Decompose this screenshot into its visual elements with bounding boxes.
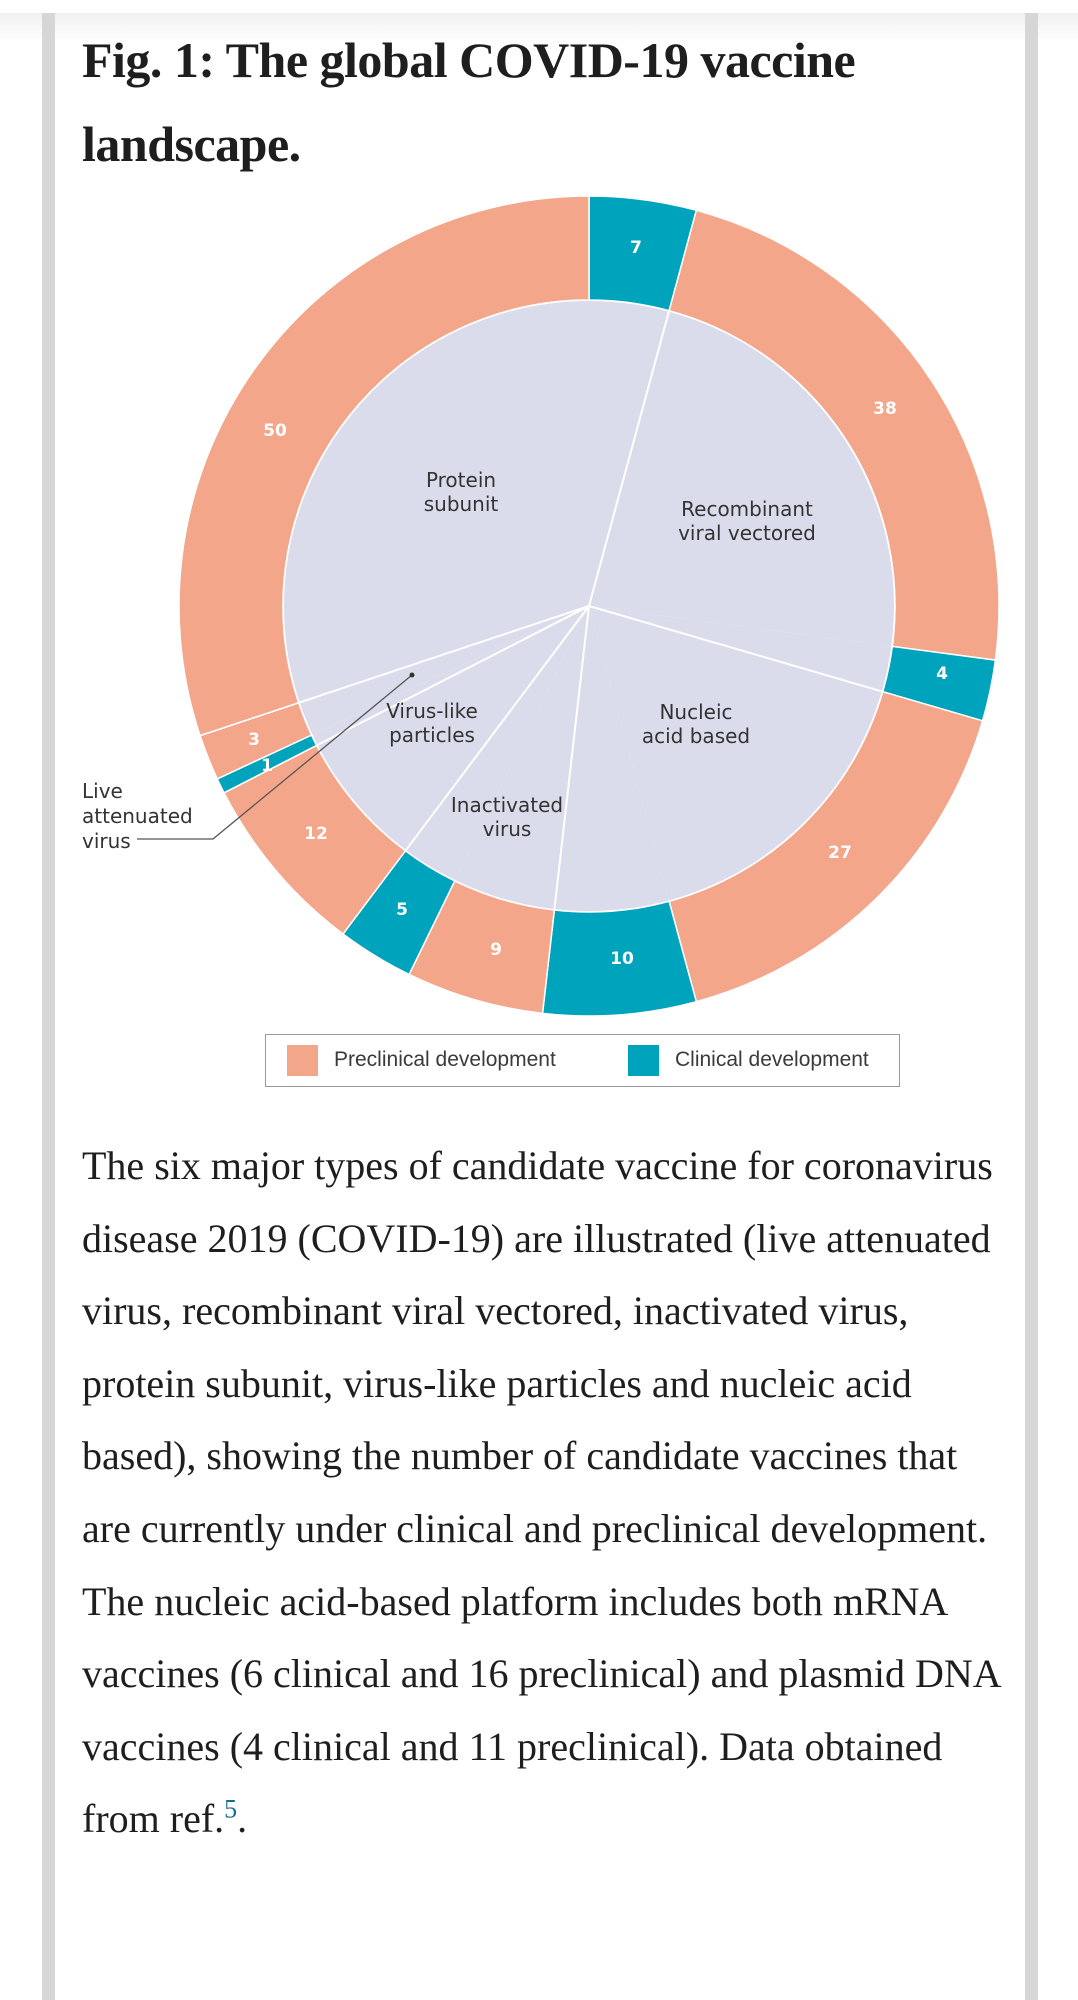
preclinical-swatch-icon [287, 1045, 318, 1076]
legend-label: Clinical development [675, 1048, 869, 1071]
segment-value-label: 3 [248, 730, 260, 750]
figure-caption [82, 1130, 1012, 1856]
reference-link[interactable]: 5 [224, 1795, 238, 1825]
legend-item-preclinical [287, 1035, 556, 1085]
legend-label: Preclinical development [334, 1048, 556, 1071]
caption-end: . [237, 1796, 248, 1842]
segment-value-label: 5 [396, 900, 408, 920]
inner-pie [283, 300, 895, 912]
legend [265, 1034, 900, 1087]
category-label: Inactivated virus [450, 793, 564, 841]
caption-text: The six major types of candidate vaccine for coronavirus disease 2019 (COVID-19) are illustrated (live attenuated virus, recombinant viral vectored, inactivated virus, protein subunit, virus-like particles and nucleic acid based), showing the number of candidate vaccines that are currently under clinical and preclinical development. The nucleic acid-based platform includes both mRNA vaccines (6 clinical and 16 preclinical) and plasmid DNA vaccines (4 clinical and 11 preclinical). Data obtained from ref. [82, 1143, 1000, 1842]
category-label: Nucleic acid based [641, 700, 751, 748]
figure-title: Fig. 1: The global COVID-19 vaccine landscape. [82, 32, 856, 172]
clinical-swatch-icon [628, 1045, 659, 1076]
segment-value-label: 10 [610, 949, 634, 969]
category-label: Virus-like particles [386, 699, 478, 747]
legend-item-clinical [628, 1035, 869, 1085]
segment-value-label: 7 [630, 238, 642, 258]
segment-value-label: 38 [873, 399, 897, 419]
category-label: Protein subunit [423, 468, 499, 516]
segment-value-label: 1 [261, 756, 273, 776]
live-attenuated-label: Live attenuated virus [82, 779, 193, 853]
segment-value-label: 50 [263, 421, 287, 441]
segment-value-label: 4 [936, 664, 948, 684]
segment-value-label: 12 [304, 824, 328, 844]
segment-value-label: 9 [490, 940, 502, 960]
category-label: Recombinant viral vectored [678, 497, 816, 545]
segment-value-label: 27 [828, 843, 852, 863]
